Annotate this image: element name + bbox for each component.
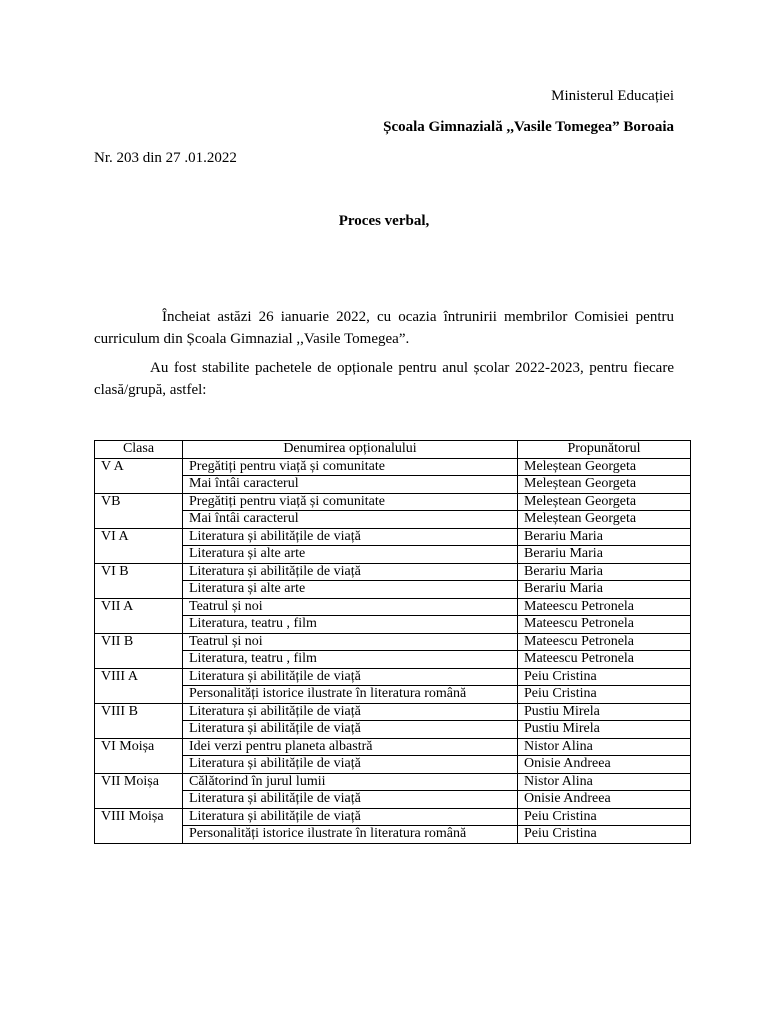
- optional-name-cell: Teatrul și noi: [183, 633, 518, 651]
- teacher-cell: Meleștean Georgeta: [518, 458, 691, 476]
- table-row: [95, 738, 691, 756]
- teacher-cell: Berariu Maria: [518, 563, 691, 581]
- class-cell: VIII Moișa: [95, 808, 183, 843]
- optional-name-cell: Literatura și abilitățile de viață: [183, 563, 518, 581]
- optional-name-cell: Literatura și abilitățile de viață: [183, 668, 518, 686]
- optional-name-cell: Literatura și abilitățile de viață: [183, 791, 518, 809]
- optional-name-cell: Literatura și abilitățile de viață: [183, 703, 518, 721]
- header-teacher: Propunătorul: [518, 441, 691, 459]
- class-cell: VI B: [95, 563, 183, 598]
- teacher-cell: Onisie Andreea: [518, 791, 691, 809]
- teacher-cell: Pustiu Mirela: [518, 703, 691, 721]
- table-row: [95, 721, 691, 739]
- teacher-cell: Berariu Maria: [518, 581, 691, 599]
- class-cell: VI A: [95, 528, 183, 563]
- optional-name-cell: Literatura și abilitățile de viață: [183, 721, 518, 739]
- optional-name-cell: Literatura, teatru , film: [183, 616, 518, 634]
- teacher-cell: Mateescu Petronela: [518, 598, 691, 616]
- optional-name-cell: Literatura și abilitățile de viață: [183, 808, 518, 826]
- table-row: [95, 581, 691, 599]
- optional-name-cell: Personalități istorice ilustrate în literatura română: [183, 686, 518, 704]
- teacher-cell: Meleștean Georgeta: [518, 493, 691, 511]
- table-row: [95, 756, 691, 774]
- teacher-cell: Onisie Andreea: [518, 756, 691, 774]
- document-number: Nr. 203 din 27 .01.2022: [94, 150, 237, 166]
- table-row: [95, 616, 691, 634]
- teacher-cell: Meleștean Georgeta: [518, 511, 691, 529]
- optional-name-cell: Pregătiți pentru viață și comunitate: [183, 458, 518, 476]
- teacher-cell: Meleștean Georgeta: [518, 476, 691, 494]
- class-cell: VB: [95, 493, 183, 528]
- teacher-cell: Mateescu Petronela: [518, 633, 691, 651]
- class-cell: V A: [95, 458, 183, 493]
- decision-paragraph: Au fost stabilite pachetele de opționale pentru anul școlar 2022-2023, pentru fiecare clasă/grupă, astfel:: [94, 360, 674, 398]
- optional-name-cell: Pregătiți pentru viață și comunitate: [183, 493, 518, 511]
- table-row: [95, 633, 691, 651]
- table-row: [95, 686, 691, 704]
- teacher-cell: Pustiu Mirela: [518, 721, 691, 739]
- class-cell: VI Moișa: [95, 738, 183, 773]
- teacher-cell: Peiu Cristina: [518, 668, 691, 686]
- teacher-cell: Nistor Alina: [518, 738, 691, 756]
- table-row: [95, 493, 691, 511]
- ministry-name: Ministerul Educației: [551, 88, 674, 104]
- intro-paragraph: Încheiat astăzi 26 ianuarie 2022, cu ocazia întrunirii membrilor Comisiei pentru curriculum din Școala Gimnazial ,,Vasile Tomegea”.: [94, 309, 674, 347]
- table-row: [95, 668, 691, 686]
- table-row: [95, 598, 691, 616]
- table-row: [95, 528, 691, 546]
- teacher-cell: Berariu Maria: [518, 528, 691, 546]
- teacher-cell: Peiu Cristina: [518, 826, 691, 844]
- table-row: [95, 651, 691, 669]
- table-row: [95, 563, 691, 581]
- table-body: [95, 458, 691, 843]
- header-optional: Denumirea opționalului: [183, 441, 518, 459]
- teacher-cell: Berariu Maria: [518, 546, 691, 564]
- optional-name-cell: Idei verzi pentru planeta albastră: [183, 738, 518, 756]
- header-class: Clasa: [95, 441, 183, 459]
- document-title: Proces verbal,: [338, 213, 430, 229]
- table-row: [95, 458, 691, 476]
- optional-name-cell: Literatura și abilitățile de viață: [183, 528, 518, 546]
- teacher-cell: Nistor Alina: [518, 773, 691, 791]
- teacher-cell: Mateescu Petronela: [518, 616, 691, 634]
- table-header-row: [95, 441, 691, 459]
- optional-name-cell: Teatrul și noi: [183, 598, 518, 616]
- table-row: [95, 546, 691, 564]
- table-row: [95, 808, 691, 826]
- table-row: [95, 773, 691, 791]
- table-row: [95, 791, 691, 809]
- optional-name-cell: Literatura și abilitățile de viață: [183, 756, 518, 774]
- teacher-cell: Mateescu Petronela: [518, 651, 691, 669]
- class-cell: VII B: [95, 633, 183, 668]
- optional-name-cell: Personalități istorice ilustrate în literatura română: [183, 826, 518, 844]
- teacher-cell: Peiu Cristina: [518, 686, 691, 704]
- class-cell: VIII A: [95, 668, 183, 703]
- table-row: [95, 826, 691, 844]
- optional-name-cell: Literatura și alte arte: [183, 546, 518, 564]
- school-name: Școala Gimnazială ,,Vasile Tomegea” Boroaia: [383, 119, 674, 135]
- optional-name-cell: Mai întâi caracterul: [183, 476, 518, 494]
- optionals-table: [94, 440, 691, 844]
- optional-name-cell: Literatura, teatru , film: [183, 651, 518, 669]
- table-row: [95, 703, 691, 721]
- optional-name-cell: Mai întâi caracterul: [183, 511, 518, 529]
- class-cell: VII A: [95, 598, 183, 633]
- table-row: [95, 511, 691, 529]
- optional-name-cell: Călătorind în jurul lumii: [183, 773, 518, 791]
- class-cell: VII Moișa: [95, 773, 183, 808]
- table-row: [95, 476, 691, 494]
- class-cell: VIII B: [95, 703, 183, 738]
- teacher-cell: Peiu Cristina: [518, 808, 691, 826]
- optional-name-cell: Literatura și alte arte: [183, 581, 518, 599]
